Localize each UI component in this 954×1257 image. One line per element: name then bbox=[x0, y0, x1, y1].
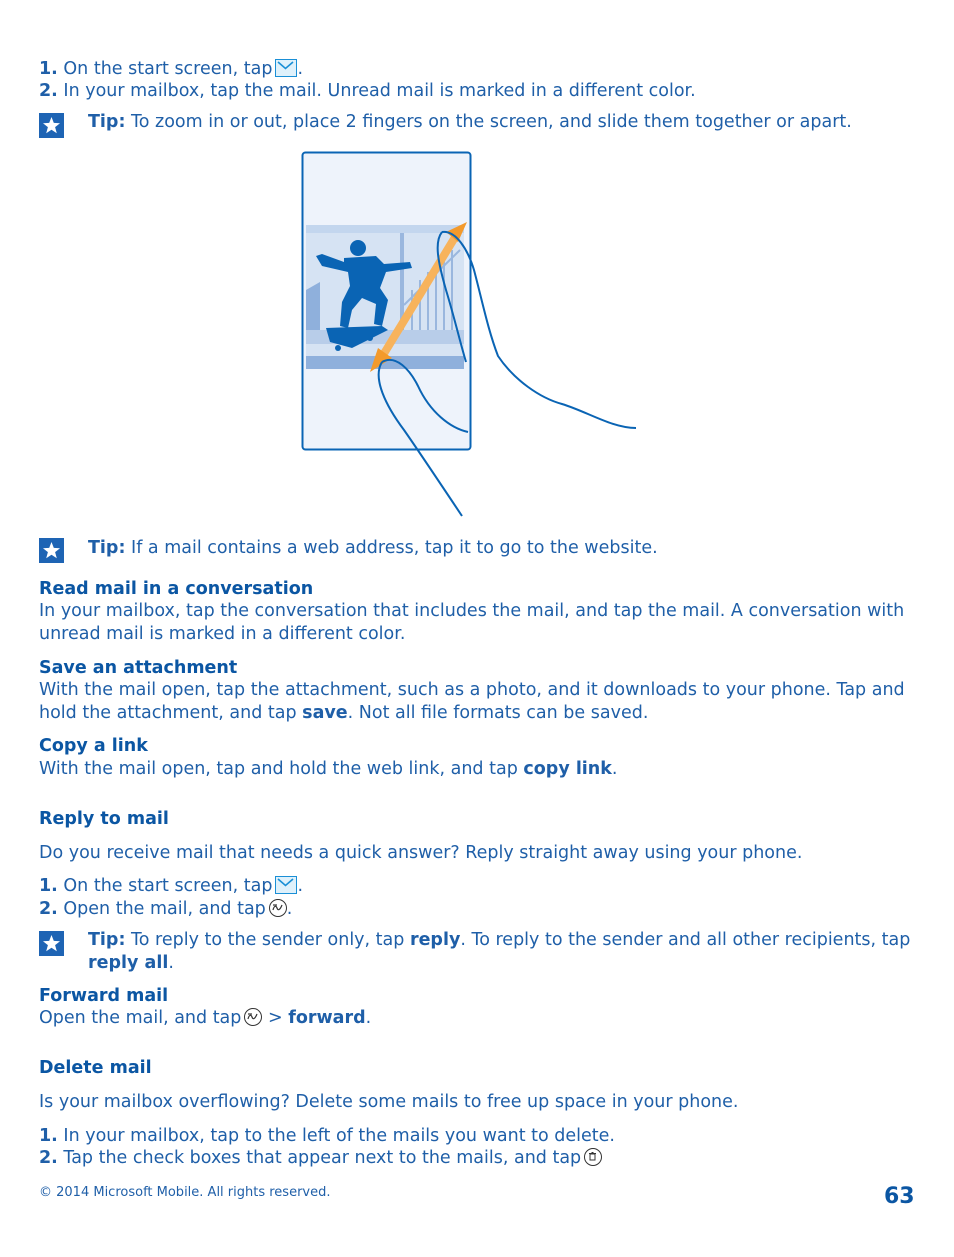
tip-web-address bbox=[88, 537, 918, 560]
conversation-body: In your mailbox, tap the conversation that includes the mail, and tap the mail. A conversation with unread mail is marked in a different color. bbox=[39, 601, 905, 644]
page-number: 63 bbox=[884, 1184, 915, 1209]
delete-step-2: 2. Tap the check boxes that appear next to the mails, and tap bbox=[39, 1147, 602, 1170]
save-keyword: save bbox=[302, 702, 348, 723]
tip-zoom bbox=[88, 111, 918, 134]
mail-icon bbox=[275, 876, 297, 894]
tip-label: Tip: bbox=[88, 112, 126, 132]
heading-read-conversation: Read mail in a conversation bbox=[39, 579, 314, 599]
more-icon bbox=[244, 1008, 262, 1026]
mail-icon bbox=[275, 59, 297, 77]
step-tap-mail bbox=[39, 80, 696, 103]
step-number: 2. bbox=[39, 81, 58, 101]
forward-body: Open the mail, and tap > forward. bbox=[39, 1008, 372, 1028]
copy-link-body: With the mail open, tap and hold the web link, and tap copy link. bbox=[39, 759, 618, 779]
tip-label: Tip: bbox=[88, 538, 126, 558]
star-icon bbox=[39, 113, 64, 138]
reply-step-2: 2. Open the mail, and tap . bbox=[39, 899, 293, 919]
delete-intro: Is your mailbox overflowing? Delete some mails to free up space in your phone. bbox=[39, 1092, 739, 1112]
tip-text: If a mail contains a web address, tap it to go to the website. bbox=[131, 538, 658, 558]
delete-icon bbox=[584, 1148, 602, 1166]
copy-link-keyword: copy link bbox=[523, 759, 612, 779]
step-text: In your mailbox, tap the mail. Unread mail is marked in a different color. bbox=[63, 81, 696, 101]
forward-keyword: forward bbox=[288, 1008, 366, 1028]
heading-save-attachment: Save an attachment bbox=[39, 658, 238, 678]
attachment-body: With the mail open, tap the attachment, such as a photo, and it downloads to your phone. Tap and hold the attachment, and tap save. Not all file formats can be saved. bbox=[39, 680, 905, 723]
star-icon bbox=[39, 931, 64, 956]
step-text: On the start screen, tap bbox=[63, 59, 273, 79]
reply-step-1: 1. On the start screen, tap . bbox=[39, 876, 304, 896]
copyright: © 2014 Microsoft Mobile. All rights reserved. bbox=[39, 1185, 331, 1200]
step-open-mail: 1. On the start screen, tap . bbox=[39, 59, 304, 79]
heading-copy-link: Copy a link bbox=[39, 736, 148, 756]
tip-reply: Tip: To reply to the sender only, tap reply. To reply to the sender and all other recipients, tap reply all. bbox=[88, 930, 911, 973]
more-icon bbox=[269, 899, 287, 917]
reply-keyword: reply bbox=[409, 930, 461, 950]
tip-label: Tip: bbox=[88, 930, 126, 950]
star-icon bbox=[39, 538, 64, 563]
heading-delete: Delete mail bbox=[39, 1058, 152, 1078]
heading-reply: Reply to mail bbox=[39, 809, 169, 829]
delete-step-1: 1. In your mailbox, tap to the left of the mails you want to delete. bbox=[39, 1126, 615, 1146]
heading-forward: Forward mail bbox=[39, 986, 169, 1006]
step-number: 1. bbox=[39, 59, 58, 79]
zoom-gesture-illustration bbox=[300, 150, 645, 520]
tip-text: To zoom in or out, place 2 fingers on the screen, and slide them together or apart. bbox=[131, 112, 852, 132]
reply-all-keyword: reply all bbox=[88, 952, 169, 973]
reply-intro: Do you receive mail that needs a quick answer? Reply straight away using your phone. bbox=[39, 843, 803, 863]
